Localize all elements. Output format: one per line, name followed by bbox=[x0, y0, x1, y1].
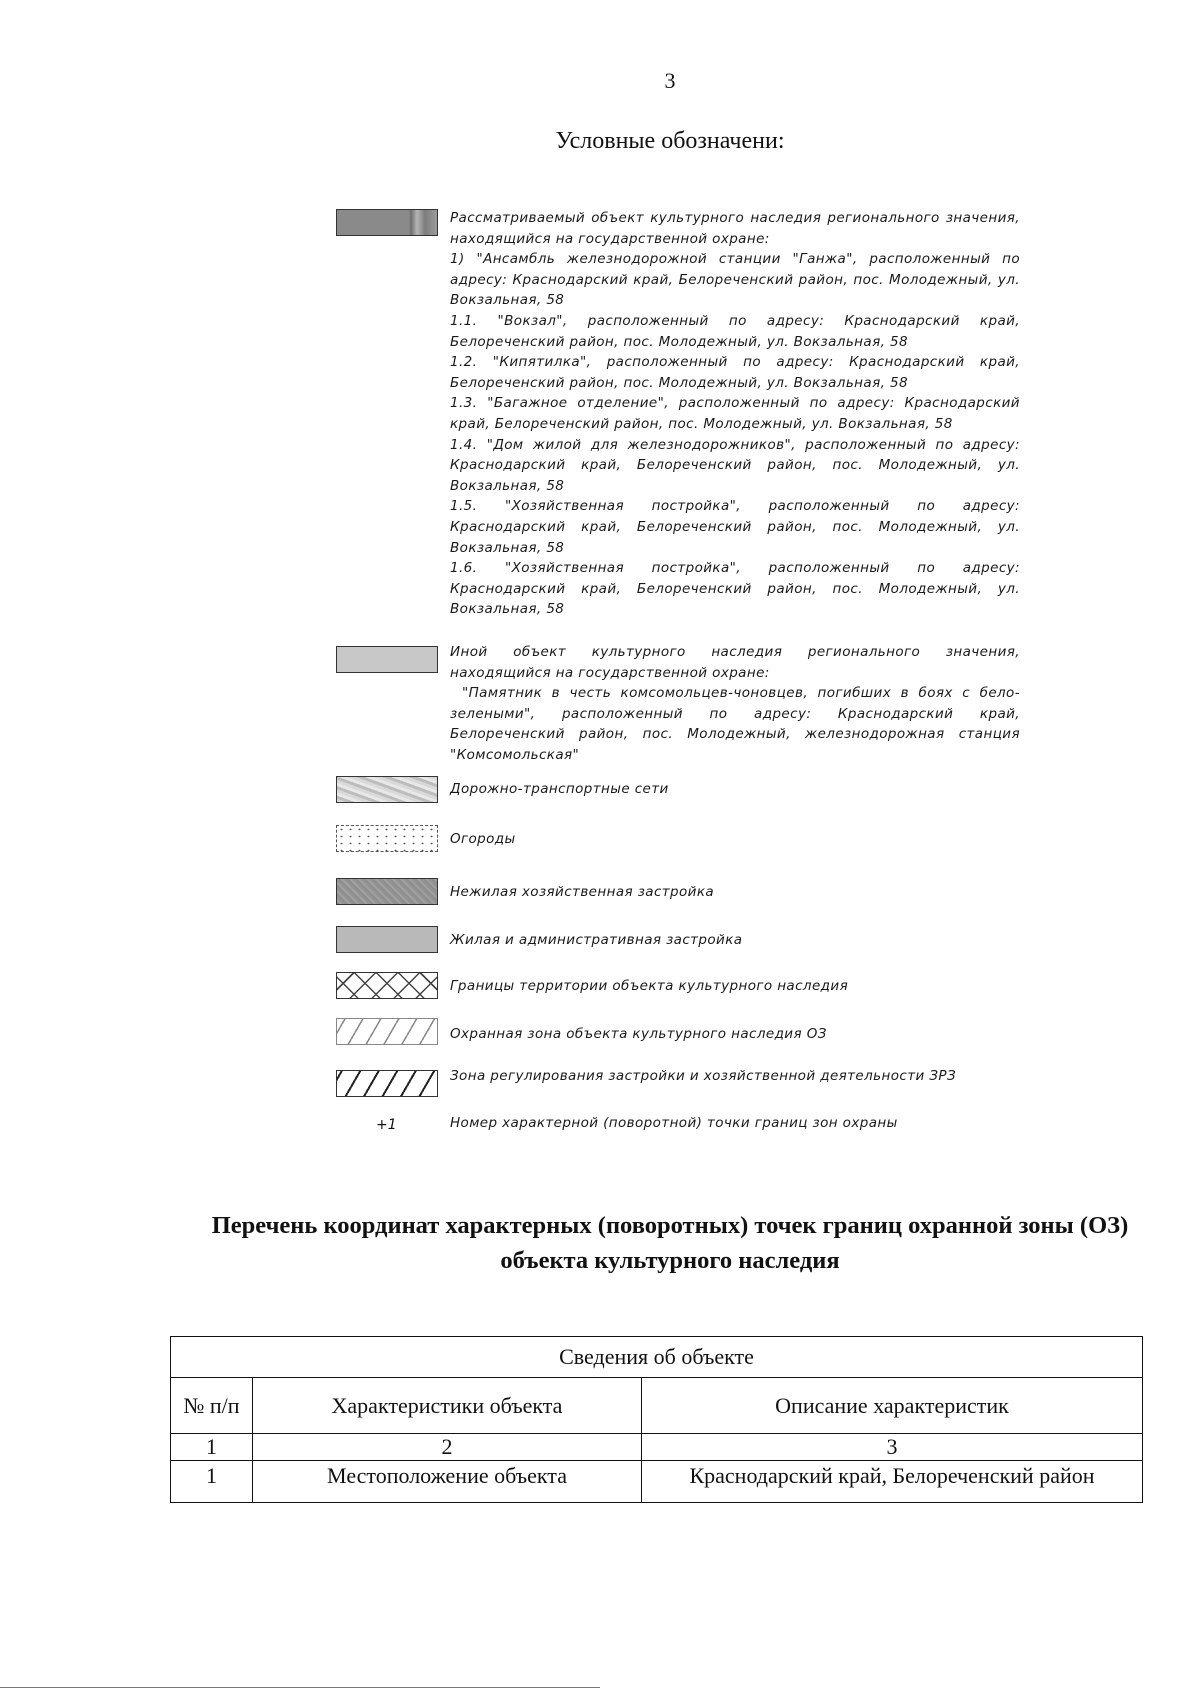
table-cell: 2 bbox=[253, 1434, 642, 1461]
table-row bbox=[171, 1461, 1143, 1503]
legend-text-point: Номер характерной (поворотной) точки границ зон охраны bbox=[450, 1115, 898, 1131]
table-caption-row bbox=[171, 1337, 1143, 1378]
legend-paragraph: 1.1. "Вокзал", расположенный по адресу: Краснодарский край, Белореченский район, пос. Молодежный, ул. Вокзальная, 58 bbox=[450, 312, 1020, 350]
legend-paragraph: Иной объект культурного наследия регионального значения, находящийся на государственной охране: bbox=[450, 644, 1020, 681]
legend-paragraph: Рассматриваемый объект культурного наследия регионального значения, находящийся на государственной охране: bbox=[450, 210, 1020, 247]
legend-paragraph: 1) "Ансамбль железнодорожной станции "Ганжа", расположенный по адресу: Краснодарский край, Белореченский район, пос. Молодежный, ул. Вокзальная, 58 bbox=[450, 251, 1020, 309]
legend-text-territory: Границы территории объекта культурного наследия bbox=[450, 978, 849, 994]
legend-paragraph: 1.6. "Хозяйственная постройка", расположенный по адресу: Краснодарский край, Белореченский район, пос. Молодежный, ул. Вокзальная, 58 bbox=[450, 560, 1020, 618]
territory-swatch-icon bbox=[336, 972, 438, 999]
table-cell: Местоположение объекта bbox=[253, 1461, 642, 1503]
bottom-divider bbox=[0, 1687, 600, 1688]
header-characteristics: Характеристики объекта bbox=[253, 1378, 642, 1434]
page-number: 3 bbox=[664, 68, 676, 93]
turning-point-icon: +1 bbox=[376, 1117, 397, 1133]
object-swatch-icon bbox=[336, 209, 438, 236]
legend-paragraph: 1.5. "Хозяйственная постройка", расположенный по адресу: Краснодарский край, Белореченский район, пос. Молодежный, ул. Вокзальная, 58 bbox=[450, 498, 1020, 556]
legend-text-object bbox=[450, 208, 1020, 620]
legend-text-gardens: Огороды bbox=[450, 831, 516, 847]
regulation-zone-swatch-icon bbox=[336, 1070, 438, 1097]
header-description: Описание характеристик bbox=[642, 1378, 1143, 1434]
legend-text-nonres: Нежилая хозяйственная застройка bbox=[450, 884, 715, 900]
coordinates-title: Перечень координат характерных (поворотных) точек границ охранной зоны (ОЗ) объекта культурного наследия bbox=[211, 1212, 1129, 1274]
table-cell: 1 bbox=[171, 1461, 253, 1503]
legend-title: Условные обозначени: bbox=[555, 128, 785, 154]
legend-text-res: Жилая и административная застройка bbox=[450, 932, 743, 948]
table-cell: Краснодарский край, Белореченский район bbox=[642, 1461, 1143, 1503]
legend-paragraph: 1.2. "Кипятилка", расположенный по адресу: Краснодарский край, Белореченский район, пос. Молодежный, ул. Вокзальная, 58 bbox=[450, 354, 1020, 391]
legend-text-other bbox=[450, 642, 1020, 766]
table-numbering-row bbox=[171, 1434, 1143, 1461]
roads-swatch-icon bbox=[336, 776, 438, 803]
table-caption: Сведения об объекте bbox=[171, 1337, 1143, 1378]
legend-paragraph: "Памятник в честь комсомольцев-чоновцев, погибших в боях с бело-зелеными", расположенный по адресу: Краснодарский край, Белореченский район, пос. Молодежный, железнодорожная станция "Комсомольская" bbox=[450, 685, 1020, 763]
legend-text-zrz: Зона регулирования застройки и хозяйственной деятельности ЗРЗ bbox=[450, 1068, 957, 1084]
other-object-swatch-icon bbox=[336, 646, 438, 673]
header-number: № п/п bbox=[171, 1378, 253, 1434]
table-header-row bbox=[171, 1378, 1143, 1434]
legend-paragraph: 1.4. "Дом жилой для железнодорожников", расположенный по адресу: Краснодарский край, Белореченский район, пос. Молодежный, ул. Вокзальная, 58 bbox=[450, 436, 1020, 494]
nonresidential-swatch-icon bbox=[336, 878, 438, 905]
legend-text-roads: Дорожно-транспортные сети bbox=[450, 781, 669, 797]
legend-paragraph: 1.3. "Багажное отделение", расположенный по адресу: Краснодарский край, Белореченский район, пос. Молодежный, ул. Вокзальная, 58 bbox=[450, 395, 1020, 432]
object-info-table bbox=[170, 1336, 1143, 1503]
residential-swatch-icon bbox=[336, 926, 438, 953]
legend-text-oz: Охранная зона объекта культурного наследия ОЗ bbox=[450, 1026, 827, 1042]
table-cell: 3 bbox=[642, 1434, 1143, 1461]
protection-zone-swatch-icon bbox=[336, 1018, 438, 1045]
table-cell: 1 bbox=[171, 1434, 253, 1461]
gardens-swatch-icon bbox=[336, 825, 438, 852]
